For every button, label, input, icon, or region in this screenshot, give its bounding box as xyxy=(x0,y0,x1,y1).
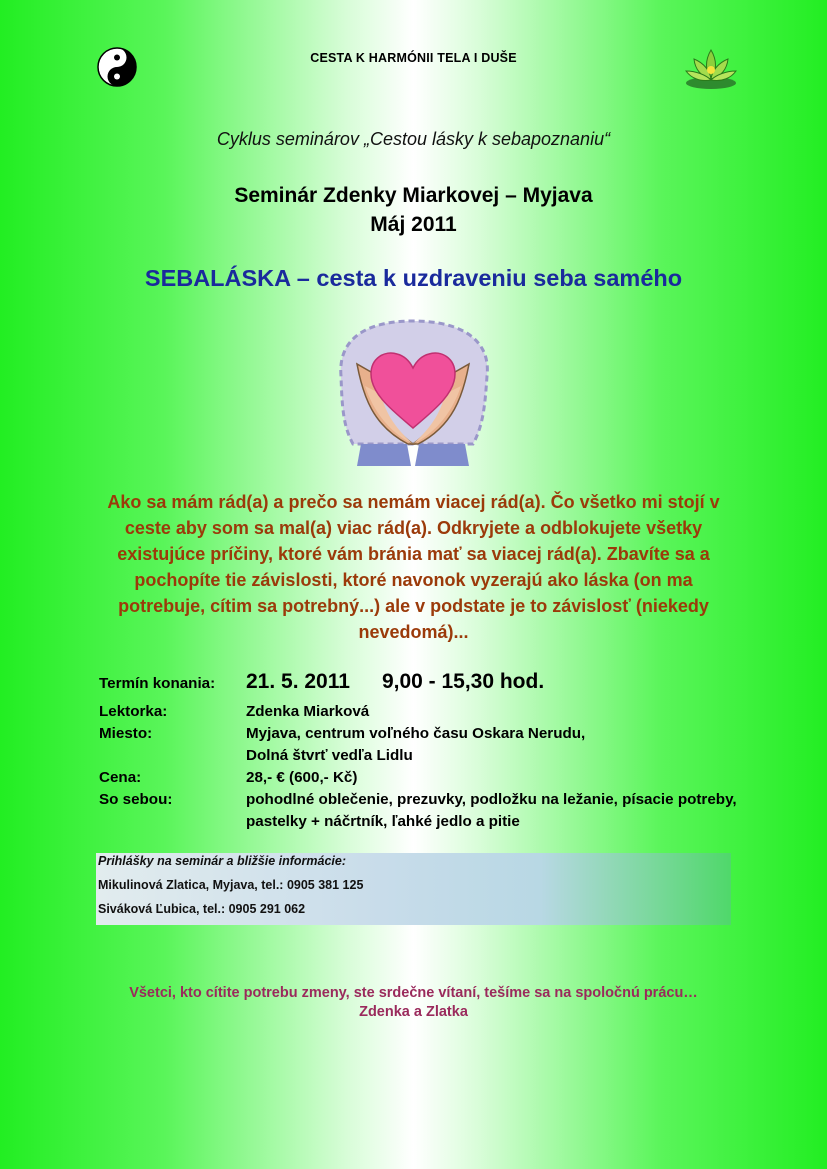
place-value-line1: Myjava, centrum voľného času Oskara Nerudu, xyxy=(246,725,586,742)
bring-label: So sebou: xyxy=(99,791,173,808)
detail-bring-row xyxy=(99,789,739,833)
main-title: SEBALÁSKA – cesta k uzdraveniu seba samého xyxy=(144,265,683,291)
lecturer-label: Lektorka: xyxy=(99,703,168,720)
cycle-title: Cyklus seminárov „Cestou lásky k sebapoznaniu“ xyxy=(216,129,611,149)
seminar-date: Máj 2011 xyxy=(370,213,457,236)
detail-date-row xyxy=(99,670,739,694)
closing-line-1: Všetci, kto cítite potrebu zmeny, ste srdečne vítaní, tešíme sa na spoločnú prácu… xyxy=(129,985,698,1001)
detail-place-row xyxy=(99,723,739,767)
contact-heading: Prihlášky na seminár a bližšie informácie: xyxy=(98,854,347,868)
bring-value: pohodlné oblečenie, prezuvky, podložku na ležanie, písacie potreby, pastelky + náčrtník, ľahké jedlo a pitie xyxy=(246,791,737,830)
detail-lecturer-row xyxy=(99,701,739,723)
intro-paragraph: Ako sa mám rád(a) a prečo sa nemám viacej rád(a). Čo všetko mi stojí v ceste aby som sa mal(a) viac rád(a). Odkryjete a odblokujete všetky existujúce príčiny, ktoré vám bránia mať sa viacej rád(a). Zbavíte sa a pochopíte tie závislosti, ktoré navonok vyzerajú ako láska (on ma potrebuje, cítim sa potrebný...) ale v podstate je to závislosť (niekedy nevedomá)... xyxy=(107,492,720,642)
contact-box xyxy=(96,853,731,925)
seminar-title-line1: Seminár Zdenky Miarkovej – Myjava xyxy=(234,184,593,207)
detail-price-row xyxy=(99,767,739,789)
hands-holding-heart-image xyxy=(333,316,493,469)
time-value: 9,00 - 15,30 hod. xyxy=(381,670,545,693)
details-list xyxy=(99,701,739,833)
contact-line-1: Mikulinová Zlatica, Myjava, tel.: 0905 381 125 xyxy=(98,878,364,892)
seminar-title xyxy=(0,181,827,239)
closing-message xyxy=(0,984,827,1022)
place-label: Miesto: xyxy=(99,725,153,742)
contact-line-2: Siváková Ľubica, tel.: 0905 291 062 xyxy=(98,902,306,916)
place-value-line2: Dolná štvrť vedľa Lidlu xyxy=(246,747,413,764)
date-label: Termín konania: xyxy=(99,675,216,692)
closing-signature: Zdenka a Zlatka xyxy=(359,1004,468,1020)
lecturer-value: Zdenka Miarková xyxy=(246,703,370,720)
header-title: CESTA K HARMÓNII TELA I DUŠE xyxy=(310,51,517,65)
date-value: 21. 5. 2011 xyxy=(246,670,350,693)
price-label: Cena: xyxy=(99,769,142,786)
price-value: 28,- € (600,- Kč) xyxy=(246,769,358,786)
